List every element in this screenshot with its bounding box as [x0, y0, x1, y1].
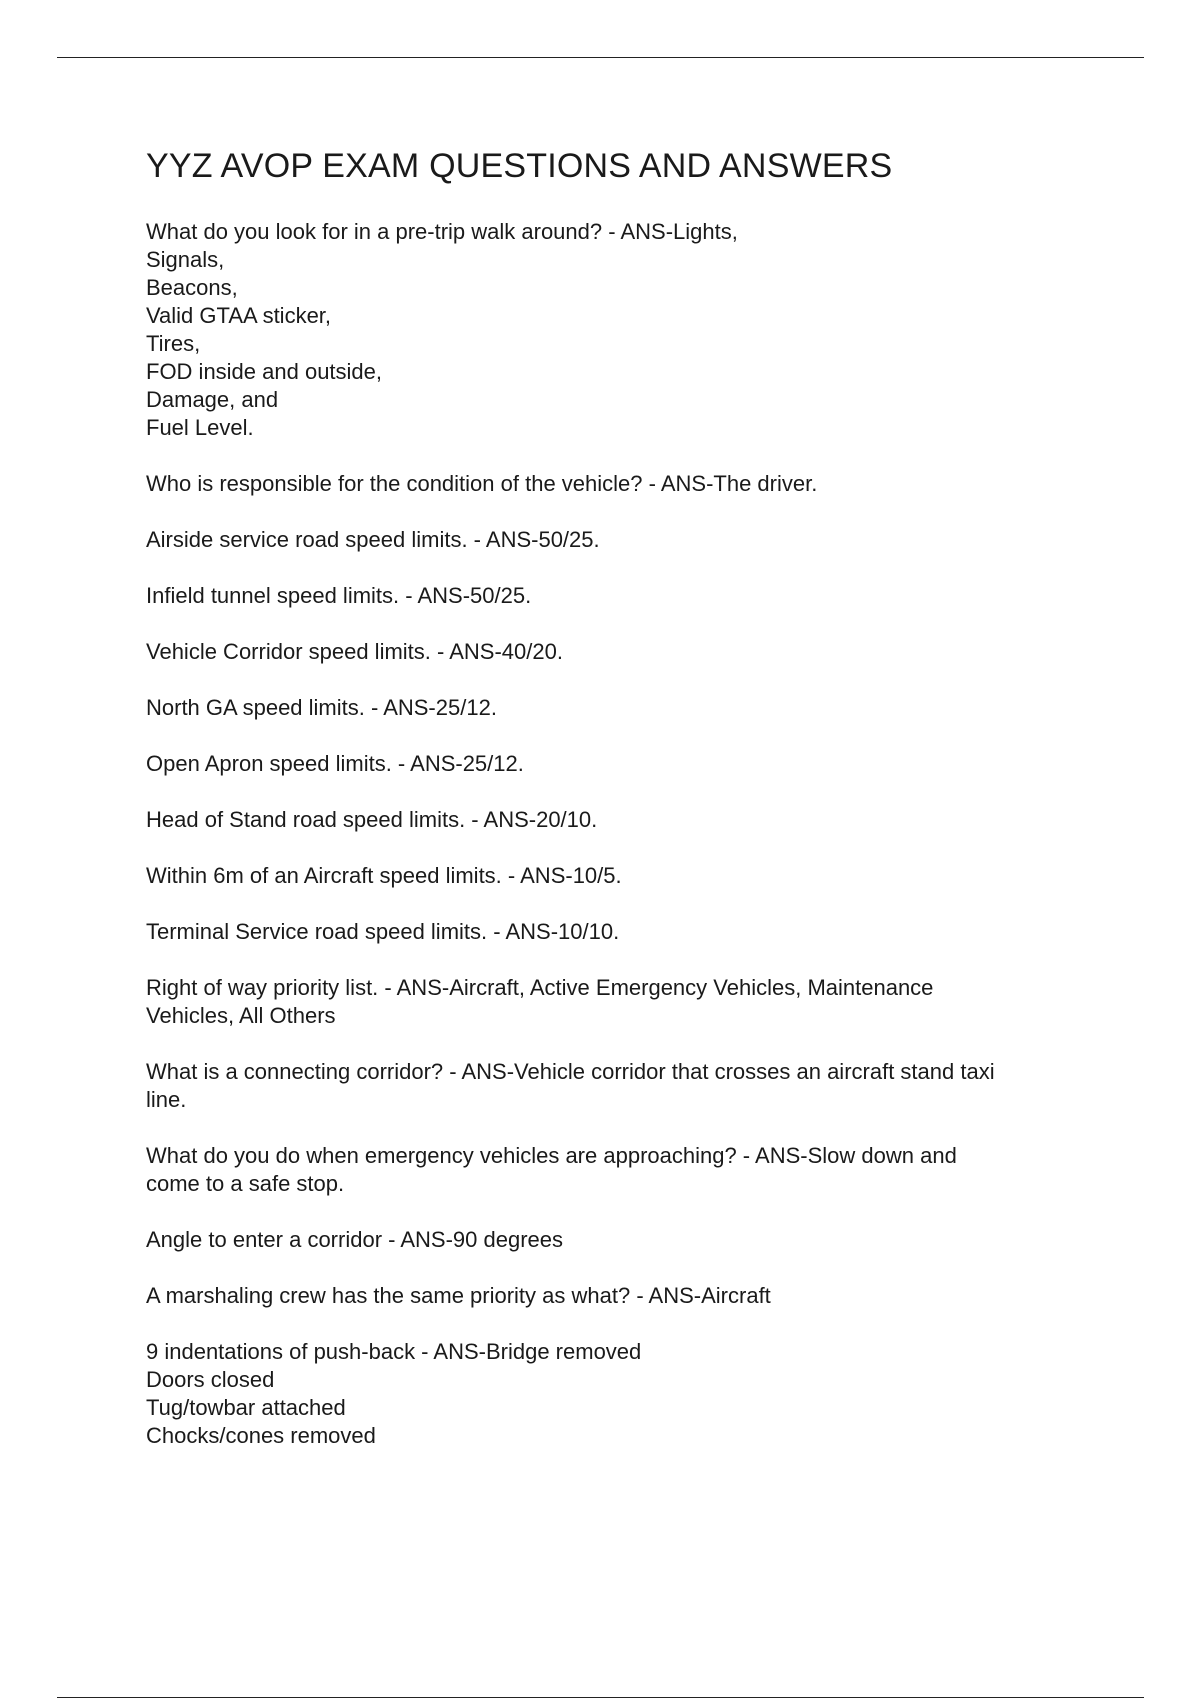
- qa-line: Open Apron speed limits. - ANS-25/12.: [146, 751, 524, 776]
- qa-item: [146, 582, 1096, 610]
- qa-item: [146, 918, 1096, 946]
- qa-line: Vehicles, All Others: [146, 1003, 336, 1028]
- qa-line: Terminal Service road speed limits. - ANS-10/10.: [146, 919, 620, 944]
- qa-line: What is a connecting corridor? - ANS-Vehicle corridor that crosses an aircraft stand taxi: [146, 1059, 995, 1084]
- bottom-rule: [57, 1697, 1144, 1698]
- qa-line: Tires,: [146, 331, 201, 356]
- qa-line: Tug/towbar attached: [146, 1395, 346, 1420]
- qa-line: Fuel Level.: [146, 415, 254, 440]
- qa-line: FOD inside and outside,: [146, 359, 383, 384]
- qa-item: [146, 526, 1096, 554]
- qa-item: [146, 1142, 1096, 1198]
- qa-line: A marshaling crew has the same priority as what? - ANS-Aircraft: [146, 1283, 771, 1308]
- qa-line: Chocks/cones removed: [146, 1423, 376, 1448]
- qa-item: [146, 218, 1096, 442]
- qa-line: Head of Stand road speed limits. - ANS-20/10.: [146, 807, 598, 832]
- qa-item: [146, 694, 1096, 722]
- qa-line: Within 6m of an Aircraft speed limits. - ANS-10/5.: [146, 863, 622, 888]
- qa-line: Right of way priority list. - ANS-Aircraft, Active Emergency Vehicles, Maintenance: [146, 975, 934, 1000]
- qa-line: What do you look for in a pre-trip walk around? - ANS-Lights,: [146, 219, 738, 244]
- qa-item: [146, 862, 1096, 890]
- qa-line: come to a safe stop.: [146, 1171, 345, 1196]
- qa-line: Doors closed: [146, 1367, 275, 1392]
- qa-item: [146, 1226, 1096, 1254]
- qa-item: [146, 1338, 1096, 1450]
- qa-line: line.: [146, 1087, 187, 1112]
- qa-line: Airside service road speed limits. - ANS-50/25.: [146, 527, 600, 552]
- qa-line: Damage, and: [146, 387, 279, 412]
- qa-item: [146, 638, 1096, 666]
- qa-line: Beacons,: [146, 275, 238, 300]
- qa-line: Signals,: [146, 247, 225, 272]
- qa-line: Vehicle Corridor speed limits. - ANS-40/20.: [146, 639, 563, 664]
- qa-item: [146, 1058, 1096, 1114]
- qa-item: [146, 750, 1096, 778]
- qa-line: What do you do when emergency vehicles are approaching? - ANS-Slow down and: [146, 1143, 957, 1168]
- qa-list: [146, 218, 1096, 1450]
- qa-item: [146, 974, 1096, 1030]
- qa-item: [146, 806, 1096, 834]
- qa-item: [146, 470, 1096, 498]
- qa-line: North GA speed limits. - ANS-25/12.: [146, 695, 497, 720]
- qa-line: 9 indentations of push-back - ANS-Bridge removed: [146, 1339, 642, 1364]
- qa-line: Angle to enter a corridor - ANS-90 degrees: [146, 1227, 564, 1252]
- qa-item: [146, 1282, 1096, 1310]
- document-title: YYZ AVOP EXAM QUESTIONS AND ANSWERS: [146, 147, 893, 185]
- qa-line: Valid GTAA sticker,: [146, 303, 332, 328]
- top-rule: [57, 57, 1144, 58]
- qa-line: Infield tunnel speed limits. - ANS-50/25.: [146, 583, 532, 608]
- qa-line: Who is responsible for the condition of the vehicle? - ANS-The driver.: [146, 471, 818, 496]
- document-body: [146, 140, 1096, 1450]
